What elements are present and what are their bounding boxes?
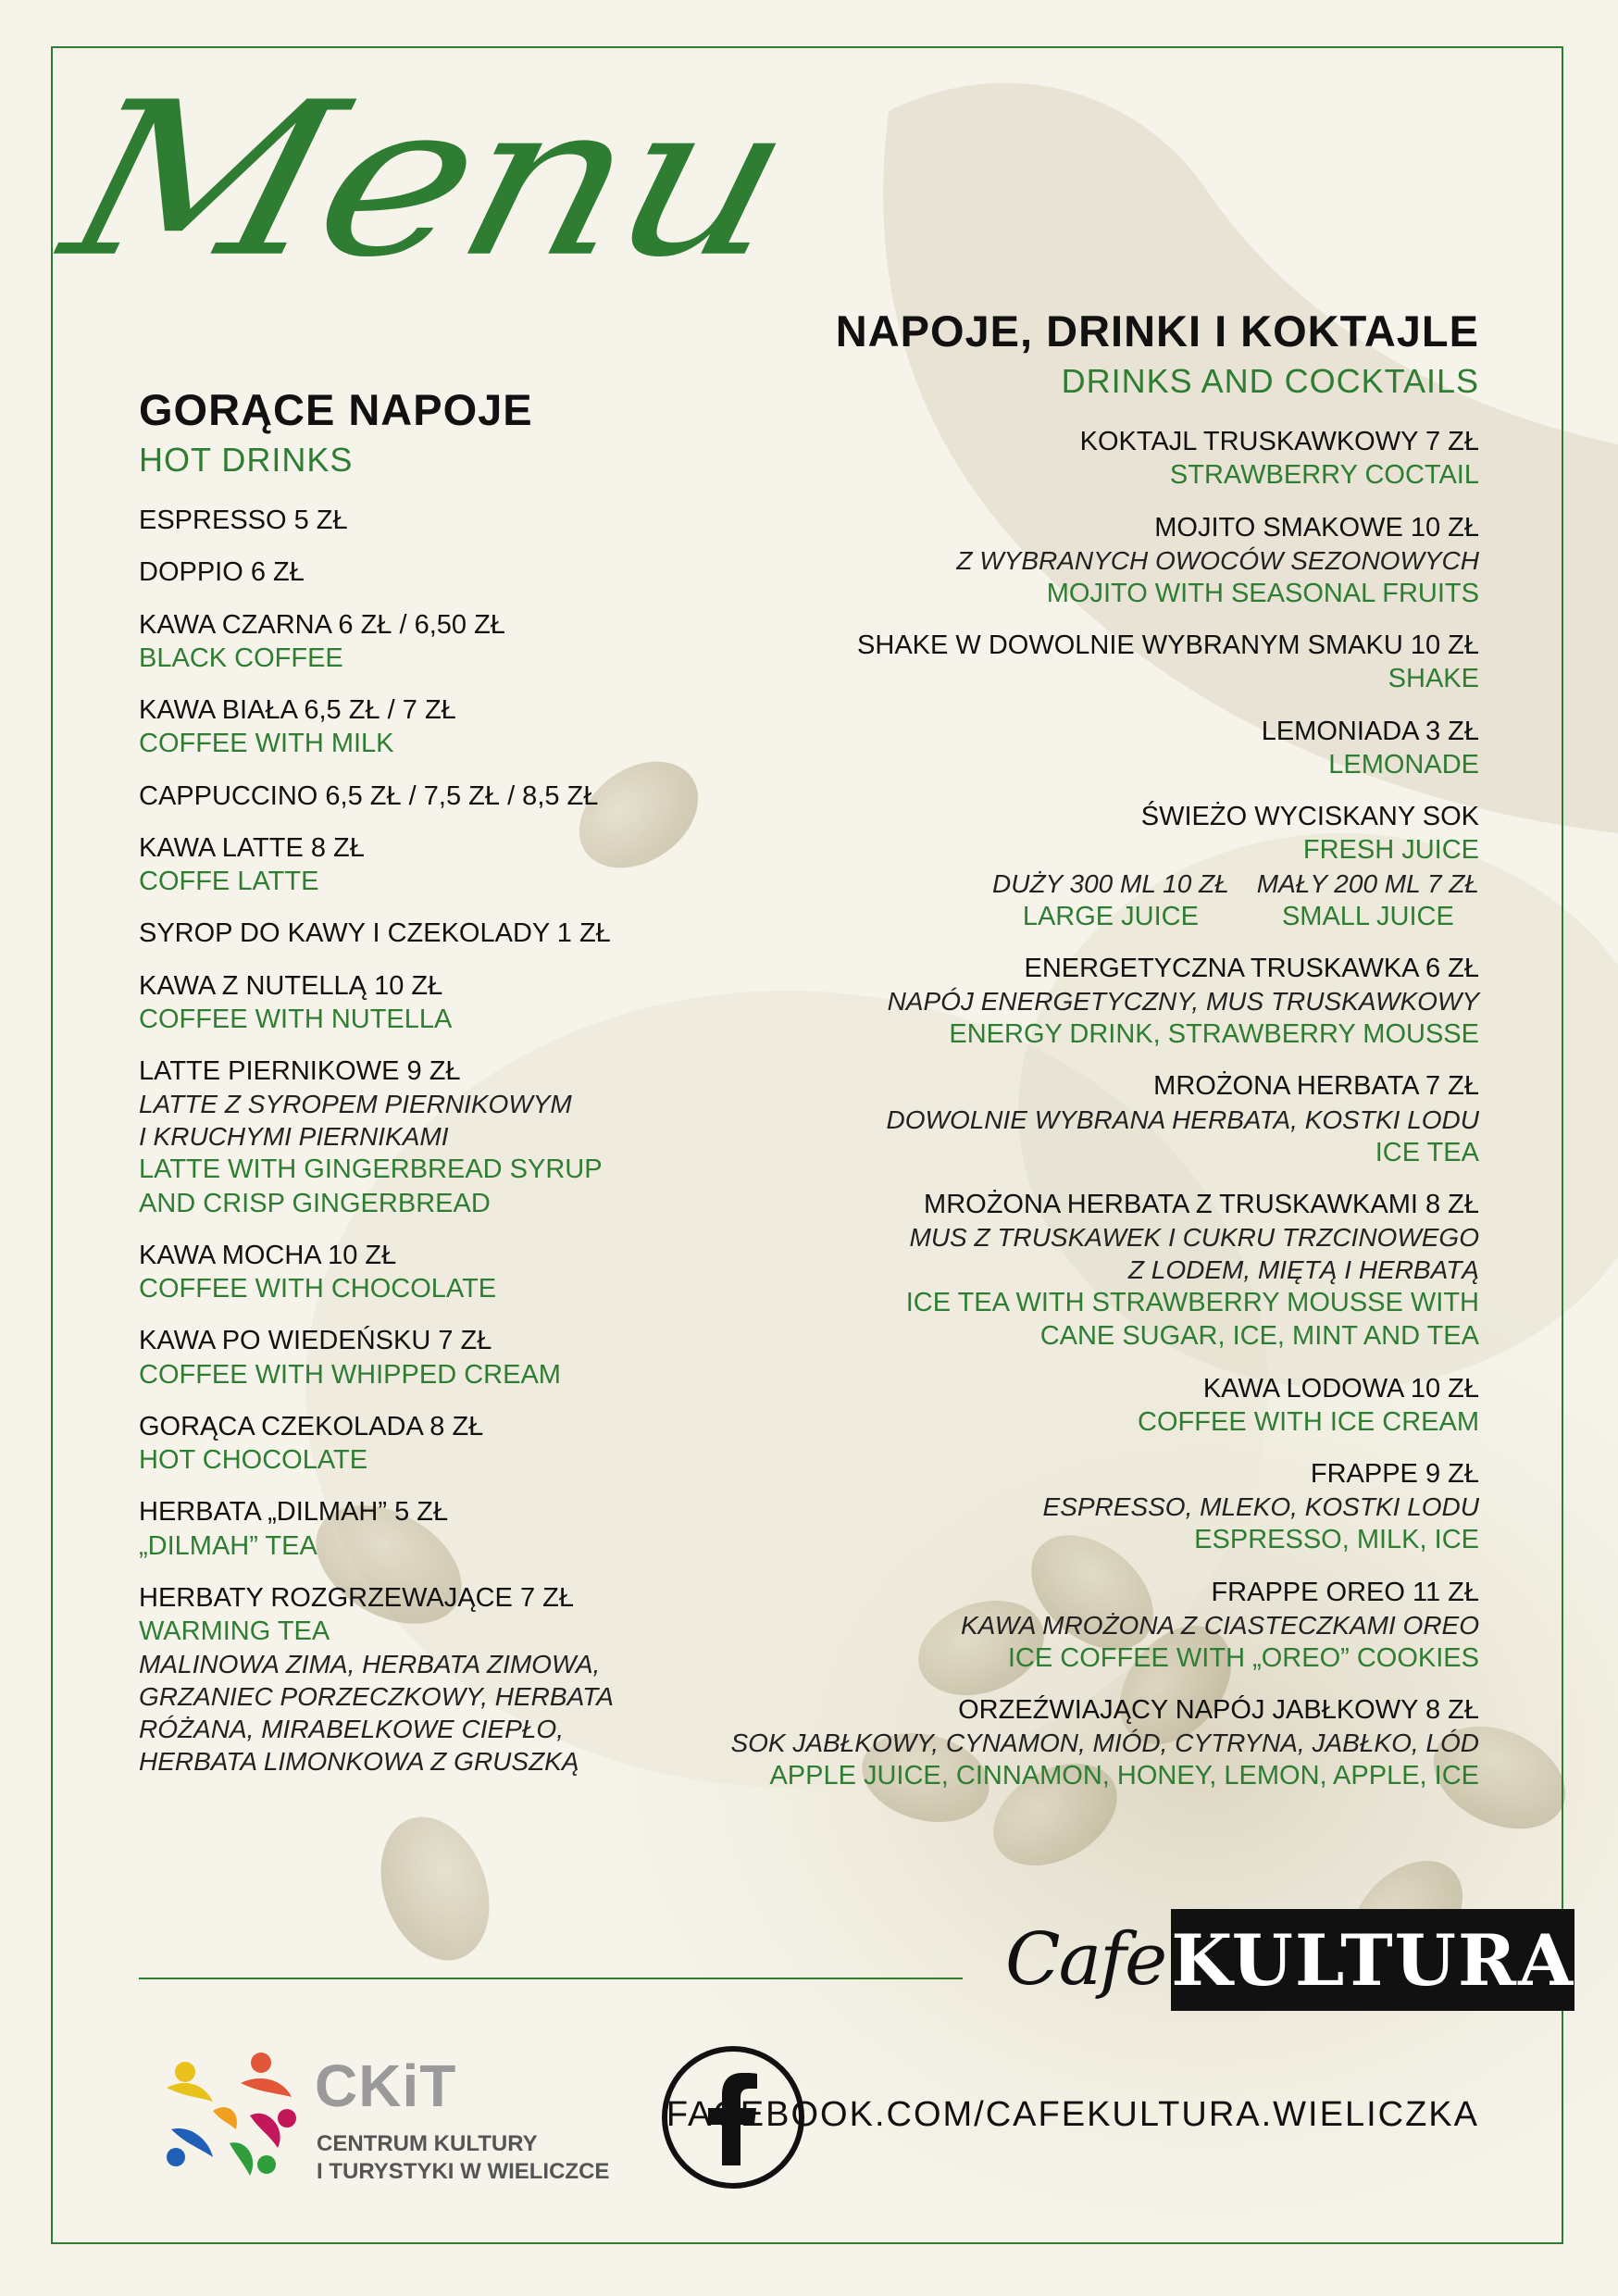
menu-item-goraca-czekolada (139, 1410, 657, 1478)
menu-item-latte-piernikowe (139, 1054, 657, 1220)
item-description: DOWOLNIE WYBRANA HERBATA, KOSTKI LODU (886, 1104, 1479, 1134)
menu-item-espresso (139, 504, 657, 537)
item-description: RÓŻANA, MIRABELKOWE CIEPŁO, (139, 1715, 564, 1744)
item-name: LEMONIADA 3 ZŁ (1261, 716, 1479, 746)
item-name: ENERGETYCZNA TRUSKAWKA 6 ZŁ (1024, 953, 1479, 983)
item-english: COFFEE WITH CHOCOLATE (139, 1274, 497, 1304)
menu-item-frappe (720, 1457, 1479, 1557)
size-english: LARGE JUICE (1022, 901, 1199, 931)
menu-item-mrozona-herbata (720, 1069, 1479, 1169)
item-name: FRAPPE 9 ZŁ (1310, 1459, 1479, 1489)
item-english: ESPRESSO, MILK, ICE (1194, 1525, 1479, 1555)
item-description: ESPRESSO, MLEKO, KOSTKI LODU (1042, 1492, 1479, 1522)
item-name: HERBATY ROZGRZEWAJĄCE 7 ZŁ (139, 1582, 574, 1613)
item-name: MROŻONA HERBATA Z TRUSKAWKAMI 8 ZŁ (924, 1189, 1479, 1219)
ckit-full-name-line2: I TURYSTYKI W WIELICZCE (317, 2159, 610, 2184)
menu-item-energetyczna-truskawka (720, 952, 1479, 1052)
menu-item-kawa-nutella (139, 969, 657, 1037)
item-name: GORĄCA CZEKOLADA 8 ZŁ (139, 1411, 484, 1441)
cafe-word: Cafe (1005, 1918, 1166, 2002)
hot-drinks-subtitle: HOT DRINKS (139, 441, 354, 479)
item-english: ICE TEA WITH STRAWBERRY MOUSSE WITH (905, 1288, 1479, 1317)
item-english: AND CRISP GINGERBREAD (139, 1188, 491, 1218)
item-english: LATTE WITH GINGERBREAD SYRUP (139, 1154, 603, 1185)
menu-item-shake (720, 629, 1479, 696)
item-name: KAWA Z NUTELLĄ 10 ZŁ (139, 970, 443, 1001)
item-description: HERBATA LIMONKOWA Z GRUSZKĄ (139, 1747, 579, 1777)
footer-divider (139, 1978, 963, 1979)
menu-item-cappuccino (139, 780, 657, 813)
item-description: MALINOWA ZIMA, HERBATA ZIMOWA, (139, 1650, 601, 1679)
menu-item-koktajl-truskawkowy (720, 425, 1479, 493)
size-label: DUŻY 300 ML 10 ZŁ (992, 868, 1229, 898)
item-name: ORZEŹWIAJĄCY NAPÓJ JABŁKOWY 8 ZŁ (958, 1695, 1479, 1725)
hot-drinks-section (139, 384, 657, 1796)
item-name: MOJITO SMAKOWE 10 ZŁ (1154, 512, 1479, 543)
item-name: SYROP DO KAWY I CZEKOLADY 1 ZŁ (139, 918, 611, 949)
menu-item-kawa-czarna (139, 608, 657, 676)
menu-item-doppio (139, 555, 657, 589)
menu-item-kawa-mocha (139, 1239, 657, 1306)
ckit-logo (157, 2046, 620, 2185)
item-english: APPLE JUICE, CINNAMON, HONEY, LEMON, APPLE, ICE (769, 1761, 1479, 1791)
item-description: NAPÓJ ENERGETYCZNY, MUS TRUSKAWKOWY (887, 987, 1479, 1016)
menu-item-sok (720, 800, 1479, 933)
menu-item-kawa-lodowa (720, 1372, 1479, 1440)
item-description: GRZANIEC PORZECZKOWY, HERBATA (139, 1682, 614, 1712)
item-name: DOPPIO 6 ZŁ (139, 557, 305, 588)
item-english: „DILMAH” TEA (139, 1530, 317, 1561)
facebook-link[interactable]: FACEBOOK.COM/CAFEKULTURA.WIELICZKA (666, 2095, 1479, 2134)
menu-item-mrozona-herbata-truskawki (720, 1188, 1479, 1354)
item-name: SHAKE W DOWOLNIE WYBRANYM SMAKU 10 ZŁ (857, 630, 1479, 660)
item-english: COFFEE WITH ICE CREAM (1138, 1406, 1479, 1437)
juice-size-small (1257, 867, 1479, 933)
item-name: KAWA PO WIEDEŃSKU 7 ZŁ (139, 1326, 492, 1356)
drinks-title: NAPOJE, DRINKI I KOKTAJLE (835, 306, 1479, 356)
item-english: WARMING TEA (139, 1616, 330, 1646)
menu-item-kawa-biala (139, 693, 657, 761)
item-description: LATTE Z SYROPEM PIERNIKOWYM (139, 1090, 572, 1119)
item-english: ICE TEA (1375, 1137, 1479, 1167)
item-description: Z LODEM, MIĘTĄ I HERBATĄ (1127, 1255, 1479, 1284)
item-name: MROŻONA HERBATA 7 ZŁ (1153, 1071, 1479, 1102)
item-english: MOJITO WITH SEASONAL FRUITS (1046, 578, 1479, 608)
menu-item-lemoniada (720, 715, 1479, 782)
item-name: KAWA CZARNA 6 ZŁ / 6,50 ZŁ (139, 609, 505, 640)
item-name: KAWA LATTE 8 ZŁ (139, 832, 365, 863)
juice-size-large (992, 867, 1229, 933)
menu-item-kawa-wiedenska (139, 1324, 657, 1391)
menu-item-syrop (139, 917, 657, 950)
item-english: ICE COFFEE WITH „OREO” COOKIES (1007, 1642, 1479, 1673)
ckit-figures-icon (157, 2046, 305, 2185)
item-name: FRAPPE OREO 11 ZŁ (1211, 1577, 1479, 1607)
menu-item-kawa-latte (139, 831, 657, 899)
menu-title: Menu (44, 56, 810, 305)
drinks-section (720, 306, 1479, 1812)
item-english: HOT CHOCOLATE (139, 1445, 368, 1475)
juice-sizes (720, 867, 1479, 933)
size-english: SMALL JUICE (1281, 901, 1454, 931)
menu-item-herbaty-rozgrzewajace (139, 1581, 657, 1778)
drinks-subtitle: DRINKS AND COCKTAILS (1061, 362, 1479, 400)
item-name: KOKTAJL TRUSKAWKOWY 7 ZŁ (1079, 427, 1479, 456)
ckit-name: CKiT (315, 2053, 457, 2119)
item-name: ESPRESSO 5 ZŁ (139, 505, 348, 535)
item-name: LATTE PIERNIKOWE 9 ZŁ (139, 1056, 461, 1086)
menu-item-mojito (720, 511, 1479, 611)
item-english: CANE SUGAR, ICE, MINT AND TEA (1039, 1321, 1479, 1352)
item-description: KAWA MROŻONA Z CIASTECZKAMI OREO (960, 1610, 1479, 1640)
item-name: CAPPUCCINO 6,5 ZŁ / 7,5 ZŁ / 8,5 ZŁ (139, 780, 599, 811)
menu-item-frappe-oreo (720, 1576, 1479, 1676)
item-name: KAWA LODOWA 10 ZŁ (1202, 1373, 1479, 1404)
item-english: COFFEE WITH NUTELLA (139, 1004, 453, 1034)
kultura-word: KULTURA (1171, 1909, 1574, 2011)
item-english: COFFEE WITH MILK (139, 729, 394, 759)
size-label: MAŁY 200 ML 7 ZŁ (1256, 868, 1479, 898)
menu-item-herbata-dilmah (139, 1495, 657, 1563)
item-english: ENERGY DRINK, STRAWBERRY MOUSSE (949, 1019, 1479, 1049)
item-name: KAWA BIAŁA 6,5 ZŁ / 7 ZŁ (139, 695, 456, 725)
cafe-kultura-logo (1005, 1909, 1575, 2011)
item-english: LEMONADE (1328, 749, 1479, 780)
ckit-full-name-line1: CENTRUM KULTURY (317, 2131, 538, 2156)
item-english: COFFE LATTE (139, 867, 319, 896)
item-description: SOK JABŁKOWY, CYNAMON, MIÓD, CYTRYNA, JABŁKO, LÓD (730, 1728, 1479, 1758)
item-english: BLACK COFFEE (139, 643, 343, 673)
item-name: ŚWIEŻO WYCISKANY SOK (1140, 802, 1479, 831)
item-english: COFFEE WITH WHIPPED CREAM (139, 1359, 561, 1390)
menu-item-napoj-jablkowy (720, 1693, 1479, 1793)
item-name: KAWA MOCHA 10 ZŁ (139, 1240, 397, 1270)
item-name: HERBATA „DILMAH” 5 ZŁ (139, 1497, 449, 1528)
item-english: SHAKE (1388, 664, 1479, 694)
hot-drinks-title: GORĄCE NAPOJE (139, 385, 533, 434)
item-description: MUS Z TRUSKAWEK I CUKRU TRZCINOWEGO (909, 1223, 1479, 1252)
item-english: FRESH JUICE (1302, 835, 1479, 866)
item-description: I KRUCHYMI PIERNIKAMI (139, 1122, 449, 1152)
item-description: Z WYBRANYCH OWOCÓW SEZONOWYCH (956, 545, 1479, 575)
item-english: STRAWBERRY COCTAIL (1169, 460, 1479, 491)
